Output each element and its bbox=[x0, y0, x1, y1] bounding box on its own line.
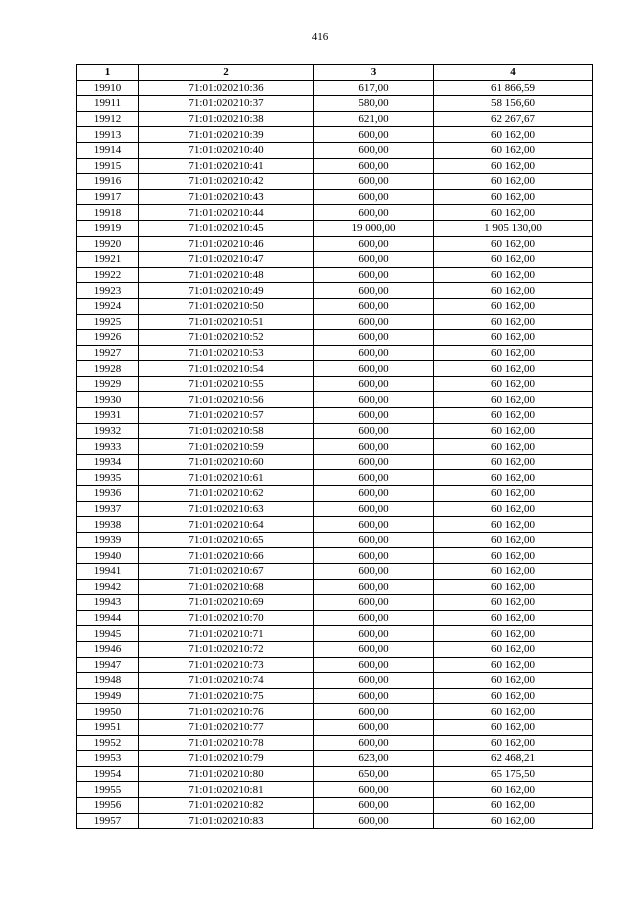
value-cell: 60 162,00 bbox=[434, 657, 593, 673]
area-cell: 600,00 bbox=[314, 735, 434, 751]
cadastral-number-cell: 71:01:020210:51 bbox=[139, 314, 314, 330]
registry-table bbox=[76, 64, 593, 829]
value-cell: 58 156,60 bbox=[434, 96, 593, 112]
area-cell: 600,00 bbox=[314, 813, 434, 829]
cadastral-number-cell: 71:01:020210:79 bbox=[139, 751, 314, 767]
area-cell: 600,00 bbox=[314, 408, 434, 424]
table-row bbox=[77, 236, 593, 252]
table-row bbox=[77, 345, 593, 361]
row-number-cell: 19920 bbox=[77, 236, 139, 252]
table-row bbox=[77, 595, 593, 611]
area-cell: 600,00 bbox=[314, 454, 434, 470]
row-number-cell: 19947 bbox=[77, 657, 139, 673]
value-cell: 65 175,50 bbox=[434, 766, 593, 782]
area-cell: 600,00 bbox=[314, 517, 434, 533]
table-row bbox=[77, 361, 593, 377]
row-number-cell: 19939 bbox=[77, 532, 139, 548]
column-header: 4 bbox=[434, 65, 593, 81]
area-cell: 600,00 bbox=[314, 127, 434, 143]
cadastral-number-cell: 71:01:020210:54 bbox=[139, 361, 314, 377]
table-row bbox=[77, 735, 593, 751]
cadastral-number-cell: 71:01:020210:59 bbox=[139, 439, 314, 455]
row-number-cell: 19935 bbox=[77, 470, 139, 486]
table-row bbox=[77, 111, 593, 127]
cadastral-number-cell: 71:01:020210:69 bbox=[139, 595, 314, 611]
table-row bbox=[77, 657, 593, 673]
area-cell: 600,00 bbox=[314, 704, 434, 720]
cadastral-number-cell: 71:01:020210:55 bbox=[139, 376, 314, 392]
value-cell: 60 162,00 bbox=[434, 236, 593, 252]
cadastral-number-cell: 71:01:020210:57 bbox=[139, 408, 314, 424]
value-cell: 60 162,00 bbox=[434, 314, 593, 330]
table-row bbox=[77, 517, 593, 533]
row-number-cell: 19918 bbox=[77, 205, 139, 221]
table-row bbox=[77, 501, 593, 517]
table-row bbox=[77, 548, 593, 564]
cadastral-number-cell: 71:01:020210:71 bbox=[139, 626, 314, 642]
cadastral-number-cell: 71:01:020210:68 bbox=[139, 579, 314, 595]
value-cell: 60 162,00 bbox=[434, 704, 593, 720]
value-cell: 60 162,00 bbox=[434, 486, 593, 502]
row-number-cell: 19925 bbox=[77, 314, 139, 330]
area-cell: 600,00 bbox=[314, 267, 434, 283]
value-cell: 60 162,00 bbox=[434, 673, 593, 689]
row-number-cell: 19945 bbox=[77, 626, 139, 642]
row-number-cell: 19944 bbox=[77, 610, 139, 626]
cadastral-number-cell: 71:01:020210:46 bbox=[139, 236, 314, 252]
cadastral-number-cell: 71:01:020210:82 bbox=[139, 797, 314, 813]
area-cell: 650,00 bbox=[314, 766, 434, 782]
area-cell: 600,00 bbox=[314, 673, 434, 689]
row-number-cell: 19938 bbox=[77, 517, 139, 533]
row-number-cell: 19948 bbox=[77, 673, 139, 689]
cadastral-number-cell: 71:01:020210:45 bbox=[139, 220, 314, 236]
table-row bbox=[77, 439, 593, 455]
table-row bbox=[77, 532, 593, 548]
table-row bbox=[77, 314, 593, 330]
area-cell: 600,00 bbox=[314, 345, 434, 361]
table-row bbox=[77, 267, 593, 283]
row-number-cell: 19953 bbox=[77, 751, 139, 767]
area-cell: 600,00 bbox=[314, 423, 434, 439]
value-cell: 60 162,00 bbox=[434, 158, 593, 174]
row-number-cell: 19915 bbox=[77, 158, 139, 174]
table-row bbox=[77, 158, 593, 174]
row-number-cell: 19910 bbox=[77, 80, 139, 96]
cadastral-number-cell: 71:01:020210:58 bbox=[139, 423, 314, 439]
area-cell: 600,00 bbox=[314, 657, 434, 673]
cadastral-number-cell: 71:01:020210:43 bbox=[139, 189, 314, 205]
value-cell: 60 162,00 bbox=[434, 189, 593, 205]
value-cell: 61 866,59 bbox=[434, 80, 593, 96]
value-cell: 60 162,00 bbox=[434, 797, 593, 813]
value-cell: 60 162,00 bbox=[434, 813, 593, 829]
area-cell: 600,00 bbox=[314, 439, 434, 455]
value-cell: 60 162,00 bbox=[434, 454, 593, 470]
table-row bbox=[77, 626, 593, 642]
row-number-cell: 19933 bbox=[77, 439, 139, 455]
row-number-cell: 19926 bbox=[77, 330, 139, 346]
row-number-cell: 19928 bbox=[77, 361, 139, 377]
table-row bbox=[77, 408, 593, 424]
row-number-cell: 19912 bbox=[77, 111, 139, 127]
table-row bbox=[77, 486, 593, 502]
value-cell: 60 162,00 bbox=[434, 298, 593, 314]
table-row bbox=[77, 127, 593, 143]
area-cell: 600,00 bbox=[314, 205, 434, 221]
table-row bbox=[77, 579, 593, 595]
row-number-cell: 19942 bbox=[77, 579, 139, 595]
value-cell: 60 162,00 bbox=[434, 548, 593, 564]
row-number-cell: 19927 bbox=[77, 345, 139, 361]
cadastral-number-cell: 71:01:020210:72 bbox=[139, 641, 314, 657]
value-cell: 60 162,00 bbox=[434, 142, 593, 158]
value-cell: 60 162,00 bbox=[434, 595, 593, 611]
page-number: 416 bbox=[311, 31, 329, 43]
area-cell: 600,00 bbox=[314, 548, 434, 564]
area-cell: 600,00 bbox=[314, 626, 434, 642]
area-cell: 600,00 bbox=[314, 158, 434, 174]
table-row bbox=[77, 564, 593, 580]
row-number-cell: 19950 bbox=[77, 704, 139, 720]
area-cell: 600,00 bbox=[314, 142, 434, 158]
table-row bbox=[77, 205, 593, 221]
cadastral-number-cell: 71:01:020210:61 bbox=[139, 470, 314, 486]
value-cell: 60 162,00 bbox=[434, 564, 593, 580]
area-cell: 600,00 bbox=[314, 782, 434, 798]
row-number-cell: 19929 bbox=[77, 376, 139, 392]
table-row bbox=[77, 766, 593, 782]
value-cell: 1 905 130,00 bbox=[434, 220, 593, 236]
area-cell: 600,00 bbox=[314, 283, 434, 299]
cadastral-number-cell: 71:01:020210:48 bbox=[139, 267, 314, 283]
row-number-cell: 19943 bbox=[77, 595, 139, 611]
value-cell: 60 162,00 bbox=[434, 283, 593, 299]
table-row bbox=[77, 470, 593, 486]
row-number-cell: 19914 bbox=[77, 142, 139, 158]
value-cell: 60 162,00 bbox=[434, 127, 593, 143]
area-cell: 580,00 bbox=[314, 96, 434, 112]
row-number-cell: 19916 bbox=[77, 174, 139, 190]
row-number-cell: 19931 bbox=[77, 408, 139, 424]
cadastral-number-cell: 71:01:020210:73 bbox=[139, 657, 314, 673]
value-cell: 60 162,00 bbox=[434, 470, 593, 486]
value-cell: 60 162,00 bbox=[434, 641, 593, 657]
value-cell: 60 162,00 bbox=[434, 174, 593, 190]
area-cell: 600,00 bbox=[314, 564, 434, 580]
row-number-cell: 19957 bbox=[77, 813, 139, 829]
cadastral-number-cell: 71:01:020210:66 bbox=[139, 548, 314, 564]
value-cell: 60 162,00 bbox=[434, 408, 593, 424]
area-cell: 600,00 bbox=[314, 189, 434, 205]
area-cell: 600,00 bbox=[314, 797, 434, 813]
cadastral-number-cell: 71:01:020210:76 bbox=[139, 704, 314, 720]
row-number-cell: 19954 bbox=[77, 766, 139, 782]
table-row bbox=[77, 252, 593, 268]
area-cell: 600,00 bbox=[314, 579, 434, 595]
value-cell: 60 162,00 bbox=[434, 782, 593, 798]
table-row bbox=[77, 454, 593, 470]
row-number-cell: 19917 bbox=[77, 189, 139, 205]
cadastral-number-cell: 71:01:020210:37 bbox=[139, 96, 314, 112]
column-header: 1 bbox=[77, 65, 139, 81]
table-row bbox=[77, 719, 593, 735]
row-number-cell: 19937 bbox=[77, 501, 139, 517]
value-cell: 60 162,00 bbox=[434, 719, 593, 735]
value-cell: 60 162,00 bbox=[434, 392, 593, 408]
cadastral-number-cell: 71:01:020210:78 bbox=[139, 735, 314, 751]
row-number-cell: 19946 bbox=[77, 641, 139, 657]
cadastral-number-cell: 71:01:020210:77 bbox=[139, 719, 314, 735]
table-row bbox=[77, 610, 593, 626]
value-cell: 60 162,00 bbox=[434, 423, 593, 439]
area-cell: 600,00 bbox=[314, 361, 434, 377]
area-cell: 600,00 bbox=[314, 298, 434, 314]
value-cell: 60 162,00 bbox=[434, 610, 593, 626]
area-cell: 600,00 bbox=[314, 236, 434, 252]
row-number-cell: 19911 bbox=[77, 96, 139, 112]
table-row bbox=[77, 96, 593, 112]
table-row bbox=[77, 220, 593, 236]
row-number-cell: 19924 bbox=[77, 298, 139, 314]
area-cell: 623,00 bbox=[314, 751, 434, 767]
area-cell: 600,00 bbox=[314, 486, 434, 502]
table-row bbox=[77, 80, 593, 96]
cadastral-number-cell: 71:01:020210:47 bbox=[139, 252, 314, 268]
table-row bbox=[77, 283, 593, 299]
row-number-cell: 19913 bbox=[77, 127, 139, 143]
cadastral-number-cell: 71:01:020210:70 bbox=[139, 610, 314, 626]
area-cell: 600,00 bbox=[314, 252, 434, 268]
cadastral-number-cell: 71:01:020210:63 bbox=[139, 501, 314, 517]
table-row bbox=[77, 376, 593, 392]
value-cell: 60 162,00 bbox=[434, 501, 593, 517]
cadastral-number-cell: 71:01:020210:44 bbox=[139, 205, 314, 221]
row-number-cell: 19919 bbox=[77, 220, 139, 236]
column-header: 3 bbox=[314, 65, 434, 81]
cadastral-number-cell: 71:01:020210:38 bbox=[139, 111, 314, 127]
value-cell: 62 468,21 bbox=[434, 751, 593, 767]
table-row bbox=[77, 174, 593, 190]
cadastral-number-cell: 71:01:020210:65 bbox=[139, 532, 314, 548]
row-number-cell: 19923 bbox=[77, 283, 139, 299]
column-header: 2 bbox=[139, 65, 314, 81]
area-cell: 600,00 bbox=[314, 330, 434, 346]
area-cell: 617,00 bbox=[314, 80, 434, 96]
area-cell: 600,00 bbox=[314, 641, 434, 657]
table-row bbox=[77, 673, 593, 689]
cadastral-number-cell: 71:01:020210:50 bbox=[139, 298, 314, 314]
cadastral-number-cell: 71:01:020210:60 bbox=[139, 454, 314, 470]
cadastral-number-cell: 71:01:020210:41 bbox=[139, 158, 314, 174]
value-cell: 60 162,00 bbox=[434, 330, 593, 346]
value-cell: 60 162,00 bbox=[434, 376, 593, 392]
row-number-cell: 19941 bbox=[77, 564, 139, 580]
value-cell: 60 162,00 bbox=[434, 345, 593, 361]
value-cell: 60 162,00 bbox=[434, 579, 593, 595]
value-cell: 60 162,00 bbox=[434, 361, 593, 377]
area-cell: 600,00 bbox=[314, 392, 434, 408]
row-number-cell: 19934 bbox=[77, 454, 139, 470]
area-cell: 600,00 bbox=[314, 314, 434, 330]
table-body bbox=[77, 80, 593, 829]
row-number-cell: 19952 bbox=[77, 735, 139, 751]
cadastral-number-cell: 71:01:020210:62 bbox=[139, 486, 314, 502]
value-cell: 60 162,00 bbox=[434, 626, 593, 642]
value-cell: 60 162,00 bbox=[434, 688, 593, 704]
value-cell: 60 162,00 bbox=[434, 439, 593, 455]
table-row bbox=[77, 298, 593, 314]
cadastral-number-cell: 71:01:020210:52 bbox=[139, 330, 314, 346]
table-row bbox=[77, 797, 593, 813]
value-cell: 60 162,00 bbox=[434, 267, 593, 283]
row-number-cell: 19921 bbox=[77, 252, 139, 268]
table-row bbox=[77, 392, 593, 408]
row-number-cell: 19955 bbox=[77, 782, 139, 798]
table-row bbox=[77, 813, 593, 829]
table-row bbox=[77, 142, 593, 158]
cadastral-number-cell: 71:01:020210:53 bbox=[139, 345, 314, 361]
cadastral-number-cell: 71:01:020210:74 bbox=[139, 673, 314, 689]
table-row bbox=[77, 330, 593, 346]
table-row bbox=[77, 641, 593, 657]
cadastral-number-cell: 71:01:020210:64 bbox=[139, 517, 314, 533]
table-row bbox=[77, 704, 593, 720]
table-row bbox=[77, 688, 593, 704]
row-number-cell: 19940 bbox=[77, 548, 139, 564]
area-cell: 600,00 bbox=[314, 610, 434, 626]
row-number-cell: 19951 bbox=[77, 719, 139, 735]
row-number-cell: 19956 bbox=[77, 797, 139, 813]
cadastral-number-cell: 71:01:020210:83 bbox=[139, 813, 314, 829]
table-row bbox=[77, 751, 593, 767]
header-row bbox=[77, 65, 593, 81]
area-cell: 621,00 bbox=[314, 111, 434, 127]
cadastral-number-cell: 71:01:020210:39 bbox=[139, 127, 314, 143]
value-cell: 60 162,00 bbox=[434, 205, 593, 221]
row-number-cell: 19936 bbox=[77, 486, 139, 502]
area-cell: 600,00 bbox=[314, 470, 434, 486]
cadastral-number-cell: 71:01:020210:67 bbox=[139, 564, 314, 580]
row-number-cell: 19922 bbox=[77, 267, 139, 283]
cadastral-number-cell: 71:01:020210:75 bbox=[139, 688, 314, 704]
row-number-cell: 19930 bbox=[77, 392, 139, 408]
area-cell: 600,00 bbox=[314, 532, 434, 548]
cadastral-number-cell: 71:01:020210:81 bbox=[139, 782, 314, 798]
area-cell: 19 000,00 bbox=[314, 220, 434, 236]
table-row bbox=[77, 423, 593, 439]
cadastral-number-cell: 71:01:020210:40 bbox=[139, 142, 314, 158]
row-number-cell: 19949 bbox=[77, 688, 139, 704]
cadastral-number-cell: 71:01:020210:49 bbox=[139, 283, 314, 299]
value-cell: 60 162,00 bbox=[434, 252, 593, 268]
cadastral-number-cell: 71:01:020210:42 bbox=[139, 174, 314, 190]
cadastral-number-cell: 71:01:020210:80 bbox=[139, 766, 314, 782]
area-cell: 600,00 bbox=[314, 688, 434, 704]
area-cell: 600,00 bbox=[314, 595, 434, 611]
value-cell: 60 162,00 bbox=[434, 532, 593, 548]
area-cell: 600,00 bbox=[314, 376, 434, 392]
row-number-cell: 19932 bbox=[77, 423, 139, 439]
cadastral-number-cell: 71:01:020210:56 bbox=[139, 392, 314, 408]
area-cell: 600,00 bbox=[314, 501, 434, 517]
value-cell: 60 162,00 bbox=[434, 735, 593, 751]
table-row bbox=[77, 782, 593, 798]
area-cell: 600,00 bbox=[314, 174, 434, 190]
value-cell: 60 162,00 bbox=[434, 517, 593, 533]
cadastral-number-cell: 71:01:020210:36 bbox=[139, 80, 314, 96]
value-cell: 62 267,67 bbox=[434, 111, 593, 127]
area-cell: 600,00 bbox=[314, 719, 434, 735]
table-row bbox=[77, 189, 593, 205]
